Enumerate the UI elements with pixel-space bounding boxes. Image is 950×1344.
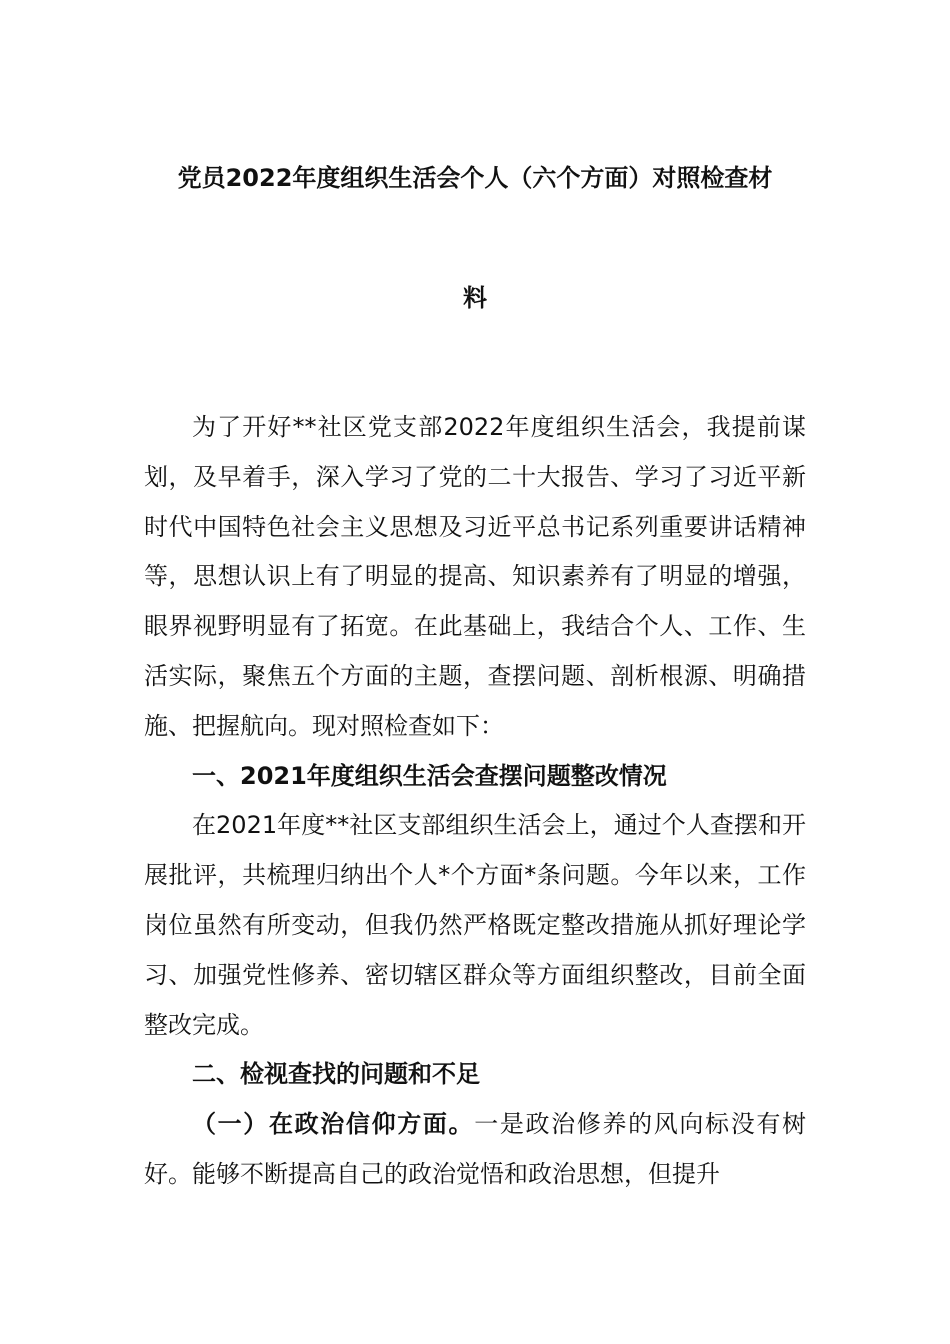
sub1-paragraph xyxy=(144,1100,806,1200)
document-title-line1: 党员2022年度组织生活会个人（六个方面）对照检查材 xyxy=(177,164,773,192)
section2-heading: 二、检视查找的问题和不足 xyxy=(192,1060,480,1089)
document-body xyxy=(144,403,806,1200)
sub1-body: 一是政治修养的风向标没有树好。能够不断提高自己的政治觉悟和政治思想，但提升 xyxy=(144,1110,807,1188)
section1-paragraph: 在2021年度**社区支部组织生活会上，通过个人查摆和开展批评，共梳理归纳出个人*个方面*条问题。今年以来，工作岗位虽然有所变动，但我仍然严格既定整改措施从抓好理论学习、加强党性修养、密切辖区群众等方面组织整改，目前全面整改完成。 xyxy=(144,811,806,1039)
sub1-lead: （一）在政治信仰方面。 xyxy=(192,1110,475,1139)
section1-heading: 一、2021年度组织生活会查摆问题整改情况 xyxy=(192,761,667,790)
intro-paragraph: 为了开好**社区党支部2022年度组织生活会，我提前谋划，及早着手，深入学习了党的二十大报告、学习了习近平新时代中国特色社会主义思想及习近平总书记系列重要讲话精神等，思想认识上有了明显的提高、知识素养有了明显的增强，眼界视野明显有了拓宽。在此基础上，我结合个人、工作、生活实际，聚焦五个方面的主题，查摆问题、剖析根源、明确措施、把握航向。现对照检查如下： xyxy=(144,413,806,740)
document-title-line2: 料 xyxy=(463,284,487,312)
